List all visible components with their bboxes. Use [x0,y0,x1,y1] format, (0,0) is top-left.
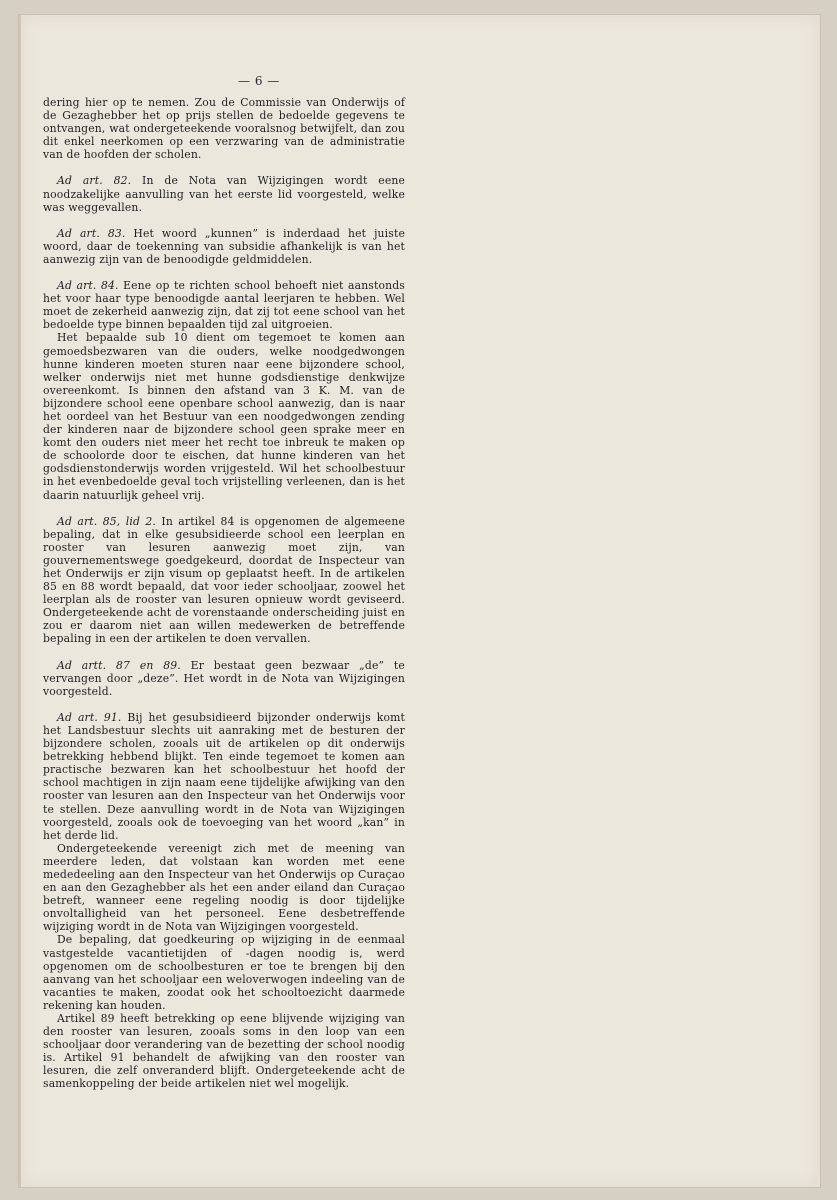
article-reference: Ad art. 83. [57,226,126,240]
paragraph-text: Het bepaalde sub 10 dient om tegemoet te komen aan gemoedsbezwaren van die ouders, welke noodgedwongen hunne kinderen moeten sturen naar eene bijzondere school, welker onderwijs niet met hunne godsdienstige denkwijze overeenkomt. Is binnen den afstand van 3 K. M. van de bijzondere school eene openbare school aanwezig, dan is naar het oordeel van het Bestuur van een noodgedwongen zending der kinderen naar de bijzondere school geen sprake meer en komt den ouders niet meer het recht toe inbreuk te maken op de schoolorde door te eischen, dat hunne kinderen van het godsdienstonderwijs worden vrijgesteld. Wil het schoolbestuur in het evenbedoelde geval toch vrijstelling verleenen, dan is het daarin natuurlijk geheel vrij. [43,331,405,502]
paragraph-text: Bij het gesubsidieerd bijzonder onderwijs komt het Landsbestuur slechts uit aanraking met de besturen der bijzondere scholen, zooals uit de artikelen op dit onderwijs betrekking hebbend blijkt. Ten einde tegemoet te komen aan practische bezwaren kan het schoolbestuur het hoofd der school machtigen in zijn naam eene tijdelijke afwijking van den rooster van lesuren aan den Inspecteur van het Onderwijs voor te stellen. Deze aanvulling wordt in de Nota van Wijzigingen voorgesteld, zooals ook de toevoeging van het woord „kan” in het derde lid. [43,710,405,842]
paragraph-art-91 [43,711,405,842]
paragraph-text: Eene op te richten school behoeft niet aanstonds het voor haar type benoodigde aantal leerjaren te hebben. Wel moet de zekerheid aanwezig zijn, dat zij tot eene school van het bedoelde type binnen bepaalden tijd zal uitgroeien. [43,279,405,332]
page-number: — 6 — [238,74,280,88]
article-reference: Ad art. 84. [57,279,119,293]
article-reference: Ad art. 91. [57,710,122,724]
paragraph-sub-10 [43,331,405,501]
paragraph-text: Ondergeteekende vereenigt zich met de meening van meerdere leden, dat volstaan kan worden met eene mededeeling aan den Inspecteur van het Onderwijs op Curaçao en aan den Gezaghebber als het een ander eiland dan Curaçao betreft, wanneer eene regeling noodig is door tijdelijke onvoltalligheid van het personeel. Eene desbetreffende wijziging wordt in de Nota van Wijzigingen voorgesteld. [43,841,405,934]
paragraph-continuation [43,96,405,161]
paragraph-art-84 [43,279,405,331]
paragraph-art-83 [43,227,405,266]
paragraph-vacantietijden [43,933,405,1012]
paragraph-art-87-89 [43,659,405,698]
paragraph-text: In artikel 84 is opgenomen de algemeene bepaling, dat in elke gesubsidieerde school een leerplan en rooster van lesuren aanwezig moet zijn, van gouvernementswege goedgekeurd, doordat de Inspecteur van het Onderwijs er zijn visum op geplaatst heeft. In de artikelen 85 en 88 wordt bepaald, dat voor ieder schooljaar, zoowel het leerplan als de rooster van lesuren opnieuw wordt geviseerd. Ondergeteekende acht de vorenstaande onderscheiding juist en zou er daarom niet aan willen medewerken de betreffende bepaling in een der artikelen te doen vervallen. [43,514,405,646]
paragraph-art-82 [43,174,405,213]
paragraph-text: Artikel 89 heeft betrekking op eene blijvende wijziging van den rooster van lesuren, zooals soms in den loop van een schooljaar door verandering van de bezetting der school noodig is. Artikel 91 behandelt de afwijking van den rooster van lesuren, die zelf onveranderd blijft. Ondergeteekende acht de samenkoppeling der beide artikelen niet wel mogelijk. [43,1012,405,1091]
article-reference: Ad artt. 87 en 89. [57,658,181,672]
paragraph-artikel-89 [43,1012,405,1091]
paragraph-text: Het woord „kunnen” is inderdaad het juiste woord, daar de toekenning van subsidie afhankelijk is van het aanwezig zijn van de benoodigde geldmiddelen. [43,226,405,266]
page-edge [19,15,21,1187]
paragraph-text: De bepaling, dat goedkeuring op wijziging in de eenmaal vastgestelde vacantietijden of -dagen noodig is, werd opgenomen om de schoolbesturen er toe te brengen bij den aanvang van het schooljaar een weloverwogen indeeling van de vacanties te maken, zoodat ook het schooltoezicht daarmede rekening kan houden. [43,933,405,1012]
paragraph-text: Er bestaat geen bezwaar „de” te vervangen door „deze”. Het wordt in de Nota van Wijzigingen voorgesteld. [43,658,405,698]
paragraph-text: dering hier op te nemen. Zou de Commissie van Onderwijs of de Gezaghebber het op prijs stellen de bedoelde gegevens te ontvangen, wat ondergeteekende vooralsnog betwijfelt, dan zou dit enkel neerkomen op een verzwaring van de administratie van de hoofden der scholen. [43,96,405,162]
document-body [43,96,405,1091]
article-reference: Ad art. 85, lid 2. [57,514,157,528]
article-reference: Ad art. 82. [57,174,132,188]
paragraph-text: In de Nota van Wijzigingen wordt eene noodzakelijke aanvulling van het eerste lid voorgesteld, welke was weggevallen. [43,174,405,214]
paragraph-meerdere-leden [43,842,405,934]
paragraph-art-85 [43,515,405,646]
